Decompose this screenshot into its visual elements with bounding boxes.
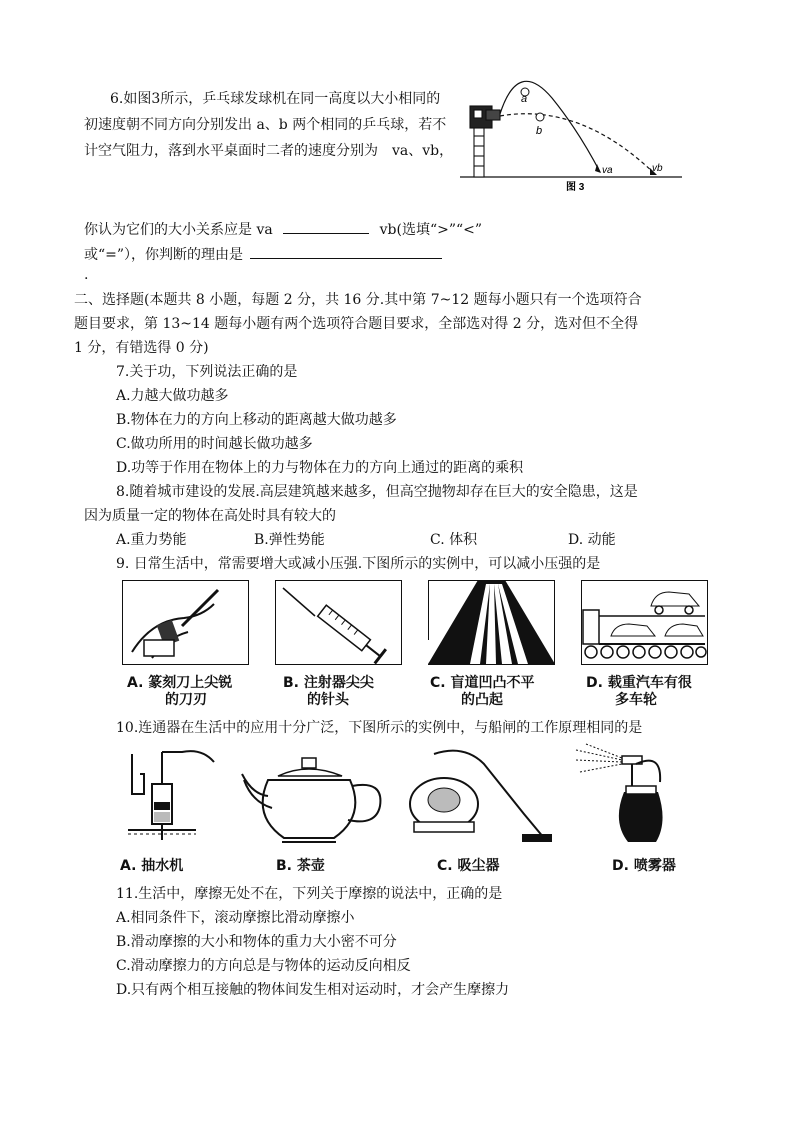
- section2-line-3: 1 分，有错选得 0 分): [74, 340, 209, 356]
- section2-line-1: 二、选择题(本题共 8 小题，每题 2 分，共 16 分.其中第 7~12 题每小题只有一个选项符合: [74, 292, 642, 308]
- answer-blank-relation[interactable]: [283, 219, 369, 234]
- q6-line-5: [84, 244, 442, 266]
- q8-stem-2: 因为质量一定的物体在高处时具有较大的: [84, 508, 336, 524]
- q9-caption-c-line-1: C. 盲道凹凸不平: [430, 675, 535, 691]
- q9-caption-b-line-1: B. 注射器尖尖: [283, 675, 374, 691]
- q11-option-c: C.滑动摩擦力的方向总是与物体的运动反向相反: [116, 958, 411, 974]
- q9-caption-d-line-1: D. 载重汽车有很: [586, 675, 692, 691]
- q7-option-d: D.功等于作用在物体上的力与物体在力的方向上通过的距离的乘积: [116, 460, 524, 476]
- figure-3-ping-pong: [460, 80, 685, 192]
- q10-caption-c: C. 吸尘器: [437, 858, 500, 874]
- q10-image-vacuum-cleaner: [404, 744, 554, 848]
- fig3-label-b: b: [536, 125, 543, 137]
- q11-stem: 11.生活中，摩擦无处不在，下列关于摩擦的说法中，正确的是: [116, 886, 503, 902]
- q6-period: .: [84, 267, 89, 283]
- answer-blank-reason[interactable]: [250, 244, 442, 259]
- fig3-caption: 图 3: [566, 182, 585, 192]
- q9-caption-d-line-2: 多车轮: [615, 692, 657, 708]
- q8-stem-1: 8.随着城市建设的发展.高层建筑越来越多，但高空抛物却存在巨大的安全隐患，这是: [116, 484, 638, 500]
- q6-line-3: 计空气阻力，落到水平桌面时二者的速度分别为 va、vb，: [84, 143, 454, 159]
- q10-image-teapot: [238, 756, 388, 850]
- q10-caption-a: A. 抽水机: [120, 858, 184, 874]
- fig3-label-va: va: [602, 165, 613, 176]
- q8-option-d: D. 动能: [568, 532, 616, 548]
- q8-option-b: B.弹性势能: [254, 532, 325, 548]
- q9-image-truck-wheels: [581, 580, 708, 665]
- fig3-label-a: a: [521, 93, 528, 105]
- q6-line-4: [84, 219, 482, 241]
- q6-line-4-text-b: vb(选填“>”“<”: [379, 222, 483, 238]
- q6-line-5-text: 或“=”），你判断的理由是: [84, 247, 244, 263]
- q11-option-b: B.滑动摩擦的大小和物体的重力大小密不可分: [116, 934, 397, 950]
- section2-line-2: 题目要求，第 13~14 题每小题有两个选项符合题目要求，全部选对得 2 分，选对但不全得: [74, 316, 639, 332]
- q9-stem: 9. 日常生活中，常需要增大或减小压强.下图所示的实例中，可以减小压强的是: [116, 556, 601, 572]
- q10-stem: 10.连通器在生活中的应用十分广泛，下图所示的实例中，与船闸的工作原理相同的是: [116, 720, 643, 736]
- q8-option-c: C. 体积: [430, 532, 478, 548]
- fig3-label-vb: vb: [652, 163, 663, 174]
- q7-option-a: A.力越大做功越多: [116, 388, 229, 404]
- q6-line-1: 6.如图3所示，乒乓球发球机在同一高度以大小相同的: [110, 91, 441, 107]
- q11-option-a: A.相同条件下，滚动摩擦比滑动摩擦小: [116, 910, 355, 926]
- q9-image-seal-knife: [122, 580, 249, 665]
- q9-image-tactile-paving: [428, 580, 555, 665]
- q8-option-a: A.重力势能: [116, 532, 187, 548]
- q10-caption-b: B. 茶壶: [276, 858, 325, 874]
- q10-image-sprayer: [572, 742, 712, 850]
- q6-line-4-text-a: 你认为它们的大小关系应是 va: [84, 222, 273, 238]
- q7-stem: 7.关于功，下列说法正确的是: [116, 364, 298, 380]
- q7-option-b: B.物体在力的方向上移动的距离越大做功越多: [116, 412, 397, 428]
- q11-option-d: D.只有两个相互接触的物体间发生相对运动时，才会产生摩擦力: [116, 982, 510, 998]
- q9-caption-c-line-2: 的凸起: [461, 692, 503, 708]
- q10-image-water-pump: [122, 744, 220, 844]
- q9-caption-a-line-2: 的刀刃: [165, 692, 207, 708]
- q9-caption-b-line-2: 的针头: [307, 692, 349, 708]
- q6-line-2: 初速度朝不同方向分别发出 a、b 两个相同的乒乓球，若不: [84, 117, 447, 133]
- q9-caption-a-line-1: A. 篆刻刀上尖锐: [127, 675, 233, 691]
- q9-image-syringe: [275, 580, 402, 665]
- q10-caption-d: D. 喷雾器: [612, 858, 676, 874]
- q7-option-c: C.做功所用的时间越长做功越多: [116, 436, 313, 452]
